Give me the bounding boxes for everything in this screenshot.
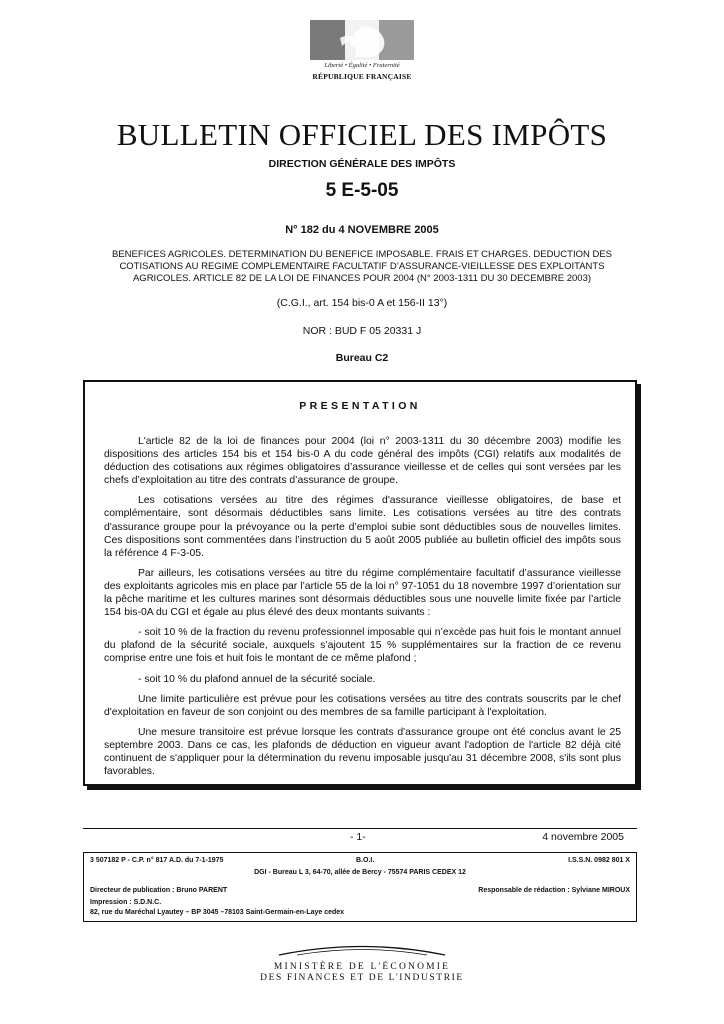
document-subject: BENEFICES AGRICOLES. DETERMINATION DU BENEFICE IMPOSABLE. FRAIS ET CHARGES. DEDUCTION DES COTISATIONS AU REGIME COMPLEMENTAIRE FACULTATIF D’ASSURANCE-VIEILLESSE DES EXPLOITANTS AGRICOLES. ARTICLE 82 DE LA LOI DE FINANCES POUR 2004 (N° 2003-1311 DU 30 DECEMBRE 2003) bbox=[111, 249, 613, 284]
arc-emblem-icon bbox=[277, 942, 447, 956]
issn-number: I.S.S.N. 0982 801 X bbox=[568, 857, 630, 864]
paragraph: Une limite particulière est prévue pour les cotisations versées au titre des contrats souscrits par le chef d'exploitation en faveur de son conjoint ou des membres de sa famille participant à l'exploitation. bbox=[104, 693, 621, 718]
presentation-body bbox=[104, 435, 621, 785]
footer-divider bbox=[83, 828, 637, 829]
marianne-profile-icon bbox=[334, 24, 392, 58]
cgi-reference: (C.G.I., art. 154 bis-0 A et 156-II 13°) bbox=[276, 297, 448, 309]
ministry-logo bbox=[0, 942, 724, 983]
republic-motto: Liberté • Égalité • Fraternité bbox=[324, 62, 400, 69]
editorial-manager: Responsable de rédaction : Sylviane MIROUX bbox=[478, 887, 630, 894]
paragraph: Les cotisations versées au titre des régimes d'assurance vieillesse obligatoires, de base et complémentaire, sont désormais déductibles sans limite. Les cotisations versées au titre des contrats d'assurance groupe pour la prévoyance ou la perte d’emploi subie sont déductibles sous de nouvelles limites. Ces dispositions sont commentées dans l’instruction du 5 août 2005 publiée au bulletin officiel des impôts sous la référence 4 F-3-05. bbox=[104, 495, 621, 559]
paragraph: L'article 82 de la loi de finances pour 2004 (loi n° 2003-1311 du 30 décembre 2003) modifie les dispositions des articles 154 bis et 154 bis-0 A du code général des impôts (CGI) relatifs aux modalités de déduction des cotisations aux régimes obligatoires d’assurance vieillesse et de celles qui sont versées par les chefs d’exploitation au titre des contrats d’assurance de groupe. bbox=[104, 436, 621, 487]
bulletin-title: BULLETIN OFFICIEL DES IMPÔTS bbox=[116, 117, 608, 152]
nor-reference: NOR : BUD F 05 20331 J bbox=[302, 325, 422, 337]
footer-date: 4 novembre 2005 bbox=[542, 831, 624, 843]
paragraph: Par ailleurs, les cotisations versées au titre du régime complémentaire facultatif d’assurance vieillesse des exploitants agricoles mis en place par l’article 55 de la loi n° 97-1051 du 18 novembre 1997 d’orientation sur la pêche maritime et les cultures marines sont désormais déductibles sous une nouvelle limite fixée par l’article 154 bis-0A du CGI et égale au plus élevé des deux montants suivants : bbox=[104, 567, 621, 619]
paragraph: - soit 10 % de la fraction du revenu professionnel imposable qui n’excède pas huit fois le montant annuel du plafond de la sécurité sociale, auxquels s’ajoutent 15 % supplémentaires sur la fraction de ce revenu comprise entre une fois et huit fois le montant de ce même plafond ; bbox=[104, 627, 621, 665]
publication-director: Directeur de publication : Bruno PARENT bbox=[90, 887, 228, 894]
presentation-heading: PRESENTATION bbox=[299, 400, 421, 412]
ministry-name-line1: MINISTÈRE DE L'ÉCONOMIE bbox=[273, 962, 451, 972]
marianne-logo bbox=[310, 20, 414, 86]
page-number: - 1- bbox=[350, 831, 366, 843]
republic-name: RÉPUBLIQUE FRANÇAISE bbox=[312, 72, 412, 81]
issue-number: N° 182 du 4 NOVEMBRE 2005 bbox=[285, 224, 439, 236]
cppap-number: 3 507182 P - C.P. n° 817 A.D. du 7-1-1975 bbox=[90, 857, 224, 864]
printer-address: 82, rue du Maréchal Lyautey – BP 3045 –78103 Saint-Germain-en-Laye cedex bbox=[90, 909, 345, 916]
imprint-address: DGI - Bureau L 3, 64-70, allée de Bercy - 75574 PARIS CEDEX 12 bbox=[254, 869, 466, 876]
direction-name: DIRECTION GÉNÉRALE DES IMPÔTS bbox=[268, 158, 456, 170]
paragraph: - soit 10 % du plafond annuel de la sécurité sociale. bbox=[138, 673, 376, 685]
printer-name: Impression : S.D.N.C. bbox=[90, 899, 162, 906]
ministry-name-line2: DES FINANCES ET DE L'INDUSTRIE bbox=[260, 973, 464, 983]
boi-label: B.O.I. bbox=[356, 857, 375, 864]
bureau-label: Bureau C2 bbox=[335, 352, 389, 364]
document-reference: 5 E-5-05 bbox=[325, 180, 399, 201]
paragraph: Une mesure transitoire est prévue lorsque les contrats d'assurance groupe ont été conclus avant le 25 septembre 2003. Dans ce cas, les plafonds de déduction en vigueur avant l'adoption de l'article 82 déjà cité continuent de s'appliquer pour la détermination du revenu imposable jusqu'au 31 décembre 2008, s'ils sont plus favorables. bbox=[104, 726, 621, 778]
imprint-box bbox=[83, 852, 637, 922]
